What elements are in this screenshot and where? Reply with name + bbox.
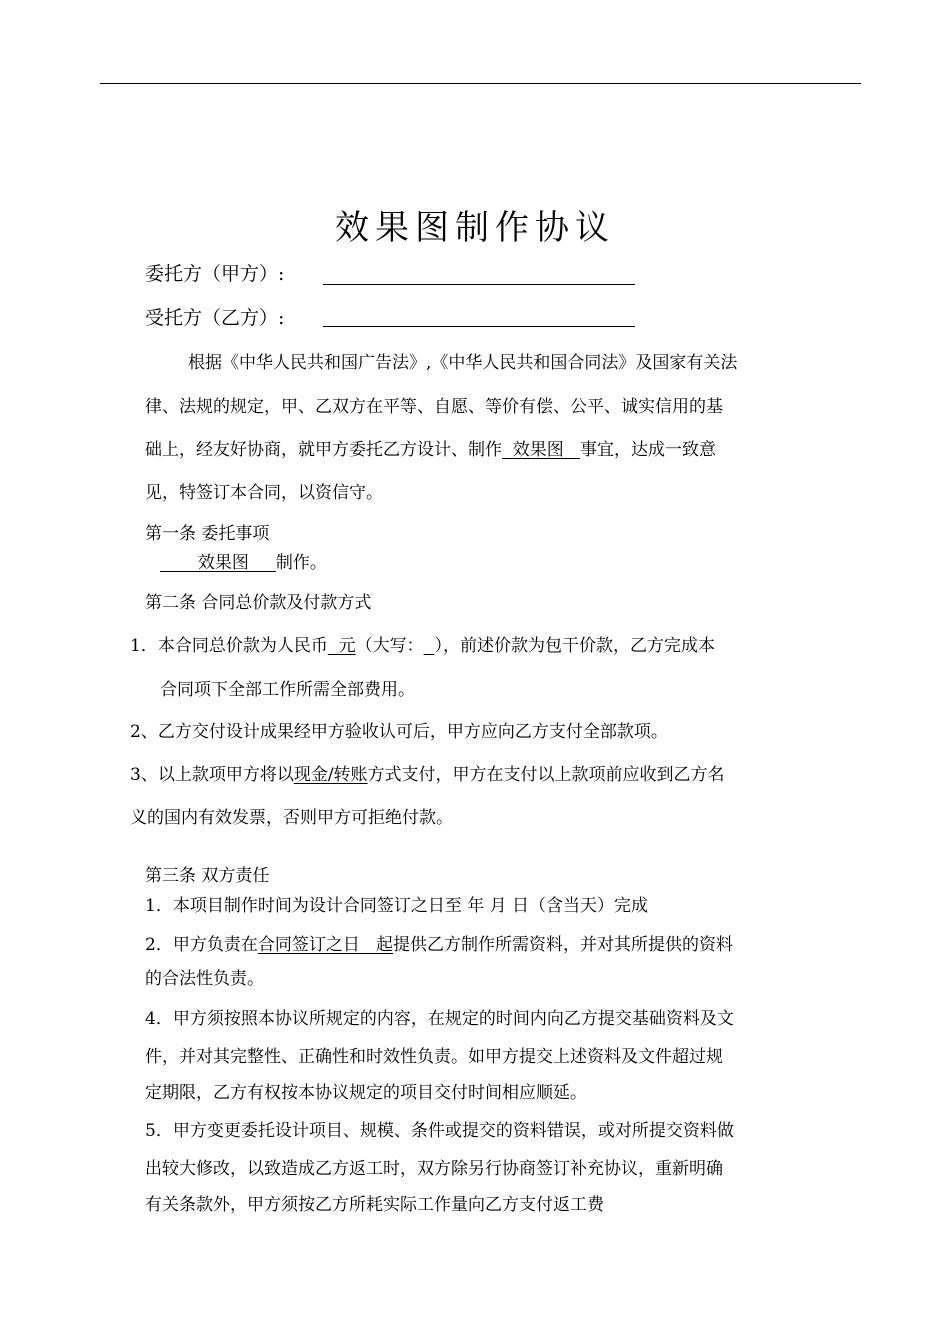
intro-line-2: 律、法规的规定，甲、乙双方在平等、自愿、等价有偿、公平、诚实信用的基 bbox=[145, 397, 723, 417]
article-2-item-3-cont: 义的国内有效发票，否则甲方可拒绝付款。 bbox=[130, 808, 453, 828]
article-1-underlined: 效果图 bbox=[160, 553, 276, 573]
article-3-item-2-time: 合同签订之日 起 bbox=[257, 935, 394, 955]
article-3-item-4-line-1: 4．甲方须按照本协议所规定的内容，在规定的时间内向乙方提交基础资料及文 bbox=[145, 1009, 734, 1029]
article-2-item-1-capital bbox=[424, 636, 435, 656]
intro-line-3 bbox=[145, 435, 716, 460]
party-a-label: 委托方（甲方）: bbox=[145, 263, 285, 285]
article-2-item-1-b: （大写： bbox=[355, 636, 424, 656]
article-3-item-5-line-2: 出较大修改，以致造成乙方返工时，双方除另行协商签订补充协议，重新明确 bbox=[145, 1159, 723, 1179]
article-2-item-1-a: 1．本合同总价款为人民币 bbox=[130, 636, 328, 656]
article-2-item-3-b: 方式支付，甲方在支付以上款项前应收到乙方名 bbox=[367, 765, 725, 785]
intro-line-1: 根据《中华人民共和国广告法》,《中华人民共和国合同法》及国家有关法 bbox=[188, 353, 738, 373]
article-3-item-2 bbox=[145, 930, 733, 955]
article-1-item bbox=[160, 548, 327, 573]
article-2-item-3 bbox=[130, 760, 725, 785]
article-3-heading: 第三条 双方责任 bbox=[145, 866, 270, 886]
intro-line-3-underlined: 效果图 bbox=[502, 440, 581, 460]
article-2-heading: 第二条 合同总价款及付款方式 bbox=[145, 593, 372, 613]
party-b-label: 受托方（乙方）: bbox=[145, 307, 285, 329]
article-3-item-2-a: 2．甲方负责在 bbox=[145, 935, 258, 955]
article-2-item-1 bbox=[130, 631, 715, 656]
article-3-item-2-b: 提供乙方制作所需资料，并对其所提供的资料 bbox=[393, 935, 734, 955]
article-3-item-5-line-1: 5．甲方变更委托设计项目、规模、条件或提交的资料错误，或对所提交资料做 bbox=[145, 1121, 734, 1141]
article-3-item-4-line-2: 件，并对其完整性、正确性和时效性负责。如甲方提交上述资料及文件超过规 bbox=[145, 1047, 723, 1067]
intro-line-3-text-b: 事宜，达成一致意 bbox=[580, 440, 717, 460]
party-a-blank[interactable] bbox=[323, 284, 635, 285]
article-2-item-3-a: 3、以上款项甲方将以 bbox=[130, 765, 294, 785]
article-3-item-4-line-3: 定期限，乙方有权按本协议规定的项目交付时间相应顺延。 bbox=[145, 1083, 587, 1103]
article-2-item-1-cont: 合同项下全部工作所需全部费用。 bbox=[160, 680, 415, 700]
party-b-blank[interactable] bbox=[323, 326, 635, 327]
article-3-item-2-cont: 的合法性负责。 bbox=[145, 969, 264, 989]
article-3-item-1: 1．本项目制作时间为设计合同签订之日至 年 月 日（含当天）完成 bbox=[145, 896, 649, 916]
article-2-item-3-method: 现金/转账 bbox=[293, 765, 368, 785]
document-title: 效果图制作协议 bbox=[335, 208, 615, 248]
intro-line-4: 见，特签订本合同，以资信守。 bbox=[145, 483, 383, 503]
intro-line-3-text-a: 础上，经友好协商，就甲方委托乙方设计、制作 bbox=[145, 440, 502, 460]
article-1-tail: 制作。 bbox=[275, 553, 327, 573]
article-2-item-1-c: ），前述价款为包干价款，乙方完成本 bbox=[434, 636, 715, 656]
article-3-item-5-line-3: 有关条款外，甲方须按乙方所耗实际工作量向乙方支付返工费 bbox=[145, 1195, 604, 1215]
header-rule bbox=[100, 83, 861, 84]
article-1-heading: 第一条 委托事项 bbox=[145, 524, 270, 544]
article-2-item-1-amount: 元 bbox=[327, 636, 356, 656]
article-2-item-2: 2、乙方交付设计成果经甲方验收认可后，甲方应向乙方支付全部款项。 bbox=[130, 722, 668, 742]
